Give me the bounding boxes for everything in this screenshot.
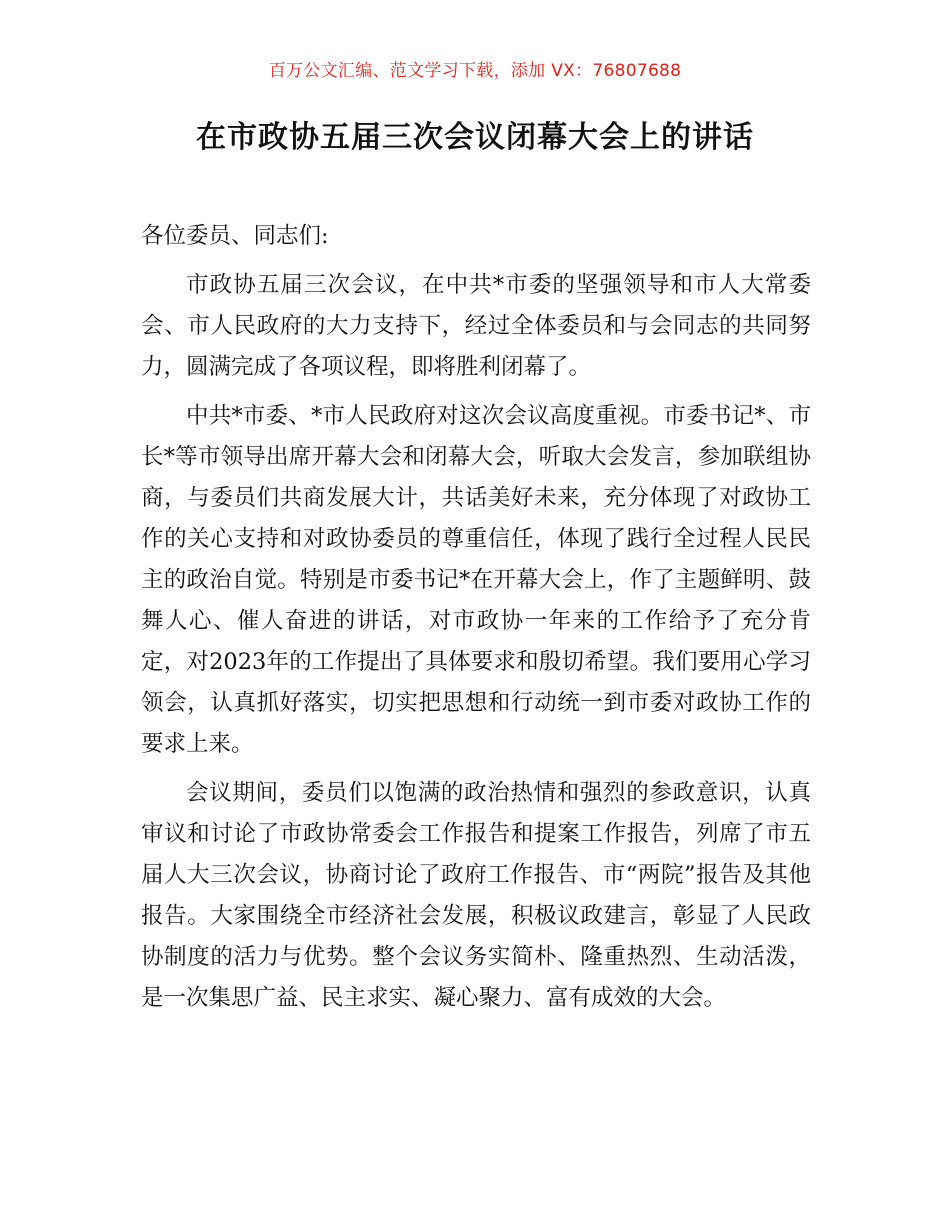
- paragraph-1: 市政协五届三次会议，在中共*市委的坚强领导和市人大常委会、市人民政府的大力支持下，经过全体委员和与会同志的共同努力，圆满完成了各项议程，即将胜利闭幕了。: [141, 272, 811, 380]
- document-title: 在市政协五届三次会议闭幕大会上的讲话: [196, 120, 754, 155]
- salutation: 各位委员、同志们:: [141, 223, 329, 249]
- paragraph-2: 中共*市委、*市人民政府对这次会议高度重视。市委书记*、市长*等市领导出席开幕大会和闭幕大会，听取大会发言，参加联组协商，与委员们共商发展大计，共话美好未来，充分体现了对政协工作的关心支持和对政协委员的尊重信任，体现了践行全过程人民民主的政治自觉。特别是市委书记*在开幕大会上，作了主题鲜明、鼓舞人心、催人奋进的讲话，对市政协一年来的工作给予了充分肯定，对2023年的工作提出了具体要求和殷切希望。我们要用心学习领会，认真抓好落实，切实把思想和行动统一到市委对政协工作的要求上来。: [141, 403, 811, 757]
- document-body: [141, 216, 811, 1027]
- header-promo-note: 百万公文汇编、范文学习下载，添加 VX：76807688: [268, 61, 682, 81]
- paragraph-3: 会议期间，委员们以饱满的政治热情和强烈的参政意识，认真审议和讨论了市政协常委会工作报告和提案工作报告，列席了市五届人大三次会议，协商讨论了政府工作报告、市“两院”报告及其他报告。大家围绕全市经济社会发展，积极议政建言，彰显了人民政协制度的活力与优势。整个会议务实简朴、隆重热烈、生动活泼，是一次集思广益、民主求实、凝心聚力、富有成效的大会。: [141, 780, 811, 1011]
